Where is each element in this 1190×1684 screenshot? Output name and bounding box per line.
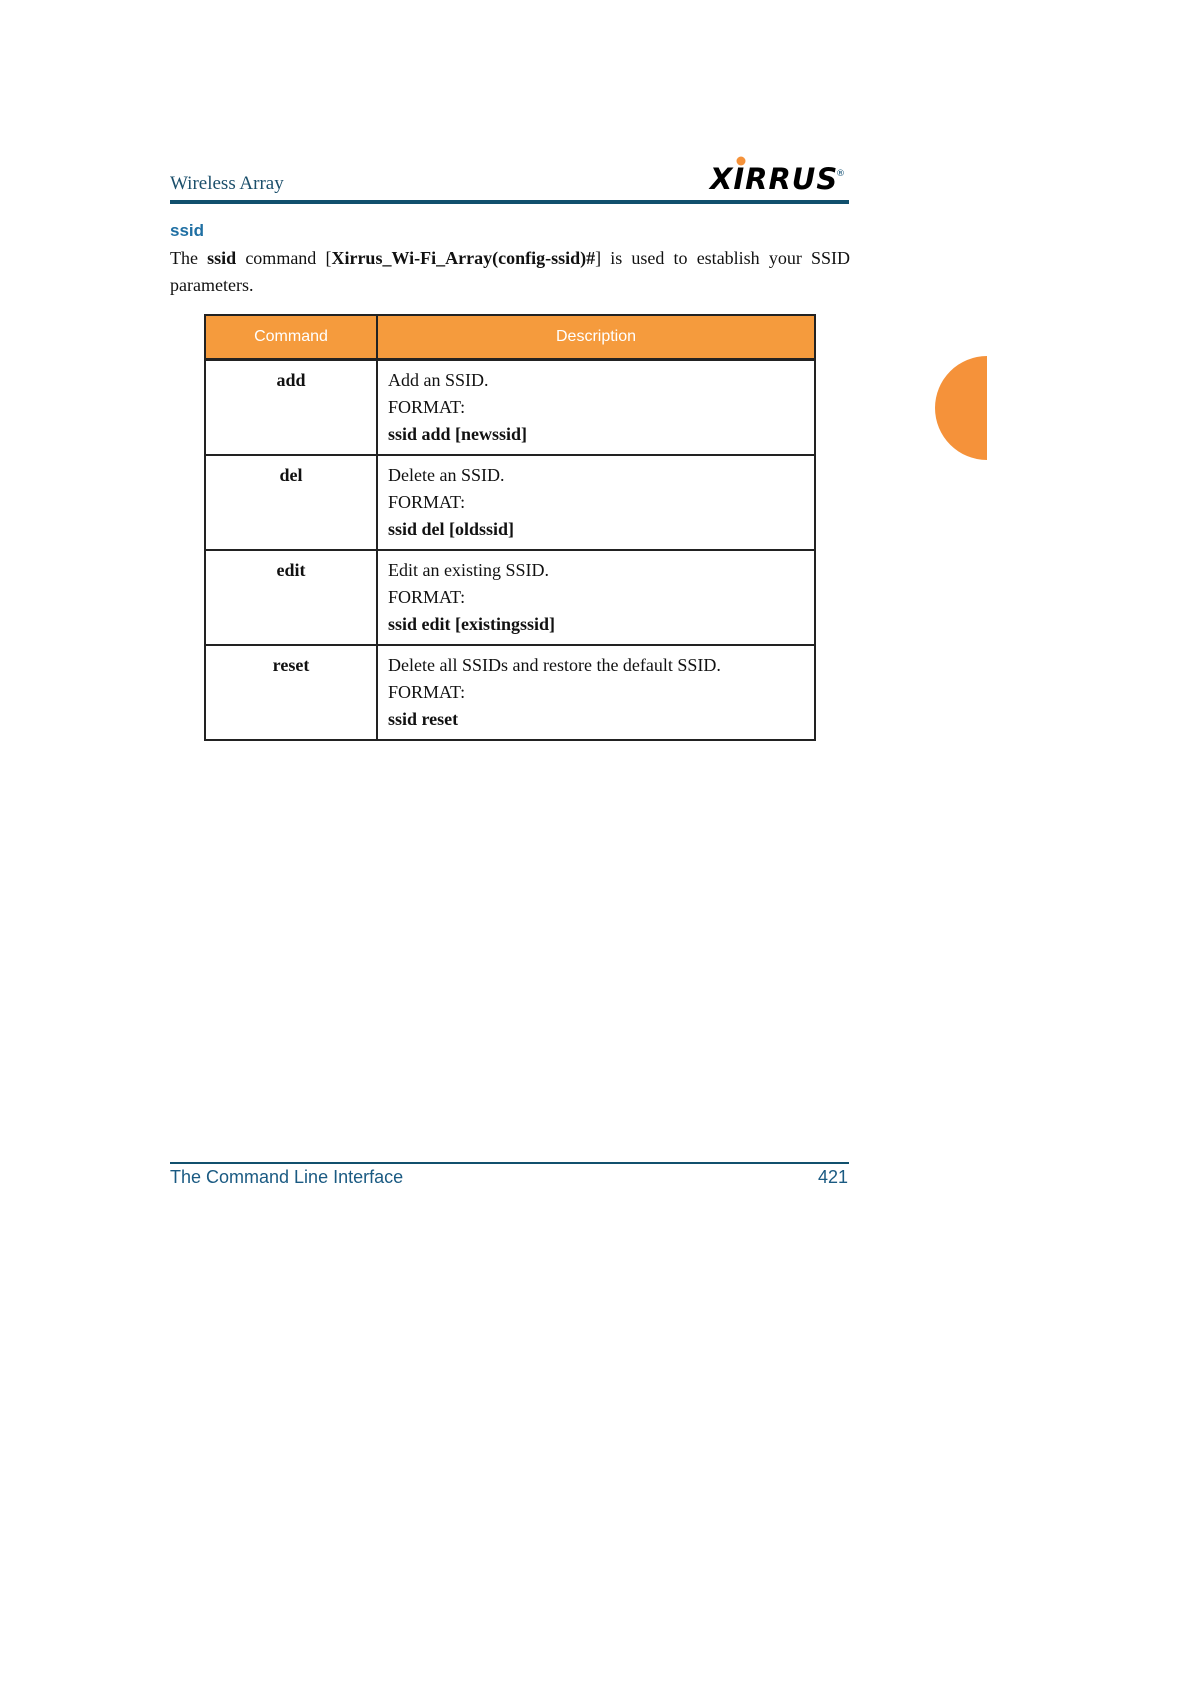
table-header-row bbox=[205, 315, 815, 360]
intro-bold-1: ssid bbox=[207, 248, 237, 268]
format-label: FORMAT: bbox=[388, 587, 466, 607]
command-syntax: ssid del [oldssid] bbox=[388, 519, 515, 539]
table-row bbox=[205, 360, 815, 456]
intro-text-3: ] is used to establish your SSID parameters. bbox=[170, 248, 850, 295]
table-row bbox=[205, 455, 815, 550]
command-cell: add bbox=[205, 360, 377, 456]
intro-paragraph bbox=[170, 245, 850, 299]
command-table bbox=[204, 314, 816, 741]
chapter-tab-marker bbox=[935, 356, 987, 460]
command-syntax: ssid add [newssid] bbox=[388, 424, 528, 444]
command-cell: del bbox=[205, 455, 377, 550]
footer-rule bbox=[170, 1162, 849, 1164]
xirrus-logo-graphic bbox=[708, 156, 848, 196]
header-rule bbox=[170, 200, 849, 204]
command-cell: reset bbox=[205, 645, 377, 740]
intro-text-2: command [ bbox=[236, 248, 332, 268]
description-cell bbox=[377, 550, 815, 645]
description-cell bbox=[377, 455, 815, 550]
column-header-description: Description bbox=[377, 315, 815, 360]
table-row bbox=[205, 550, 815, 645]
format-label: FORMAT: bbox=[388, 682, 466, 702]
description-text: Delete all SSIDs and restore the default SSID. bbox=[388, 655, 721, 675]
format-label: FORMAT: bbox=[388, 397, 466, 417]
intro-text-1: The bbox=[170, 248, 208, 268]
intro-bold-2: Xirrus_Wi-Fi_Array(config-ssid)# bbox=[331, 248, 596, 268]
description-text: Delete an SSID. bbox=[388, 465, 505, 485]
command-syntax: ssid reset bbox=[388, 709, 459, 729]
command-cell: edit bbox=[205, 550, 377, 645]
footer-page-number: 421 bbox=[817, 1167, 848, 1187]
table-row bbox=[205, 645, 815, 740]
description-text: Edit an existing SSID. bbox=[388, 560, 549, 580]
footer-chapter-title: The Command Line Interface bbox=[170, 1167, 404, 1187]
description-text: Add an SSID. bbox=[388, 370, 489, 390]
xirrus-logo bbox=[708, 156, 848, 196]
section-heading: ssid bbox=[170, 221, 205, 240]
logo-text: XIRRUS bbox=[710, 162, 839, 196]
command-syntax: ssid edit [existingssid] bbox=[388, 614, 556, 634]
logo-registered-mark: ® bbox=[836, 169, 845, 179]
description-cell bbox=[377, 645, 815, 740]
running-header-title: Wireless Array bbox=[170, 173, 284, 194]
format-label: FORMAT: bbox=[388, 492, 466, 512]
column-header-command: Command bbox=[205, 315, 377, 360]
description-cell bbox=[377, 360, 815, 456]
